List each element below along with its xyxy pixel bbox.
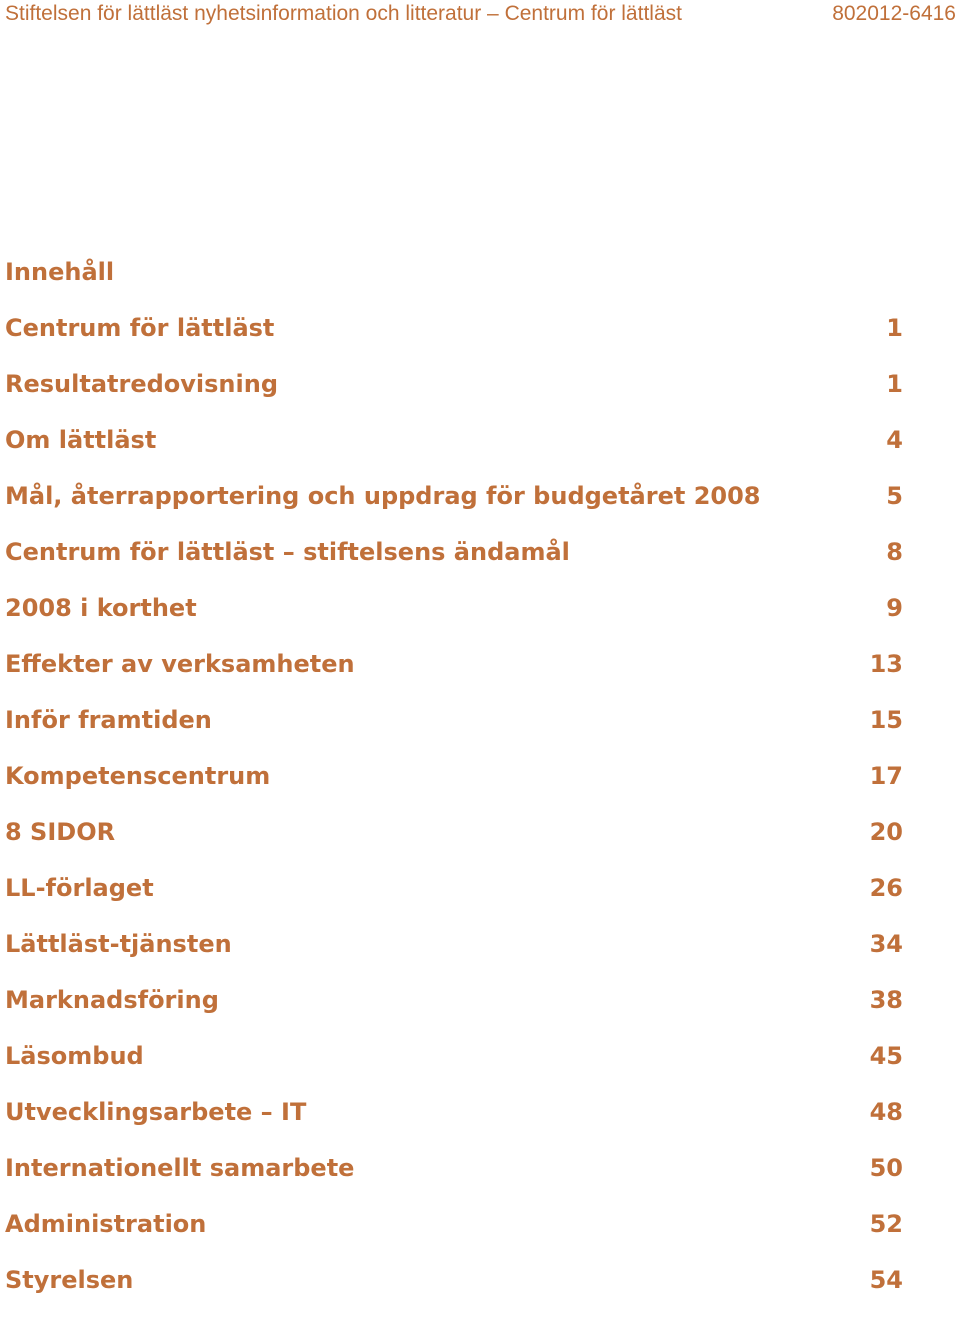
toc-entry-label: 2008 i korthet xyxy=(5,594,197,622)
toc-entry xyxy=(5,537,903,593)
toc-entry xyxy=(5,761,903,817)
toc-entry-page: 15 xyxy=(869,706,903,734)
toc-entry xyxy=(5,425,903,481)
toc-entry-page: 50 xyxy=(869,1154,903,1182)
toc-entry xyxy=(5,1265,903,1321)
toc-entry-page: 20 xyxy=(869,818,903,846)
toc-entry-label: Resultatredovisning xyxy=(5,370,279,398)
toc-entry-page: 38 xyxy=(869,986,903,1014)
toc-entry-page: 1 xyxy=(886,314,903,342)
toc-entry xyxy=(5,481,903,537)
toc-entry-label: Om lättläst xyxy=(5,426,157,454)
toc-entry-label: Centrum för lättläst xyxy=(5,314,275,342)
toc-entry xyxy=(5,705,903,761)
toc-entry xyxy=(5,873,903,929)
toc-entry xyxy=(5,649,903,705)
toc-entry xyxy=(5,1041,903,1097)
toc-entry-label: Utvecklingsarbete – IT xyxy=(5,1098,307,1126)
toc-entry-label: Centrum för lättläst – stiftelsens ändamål xyxy=(5,538,570,566)
toc-entry-label: Administration xyxy=(5,1210,207,1238)
toc-entry-page: 52 xyxy=(869,1210,903,1238)
toc-entry-label: Effekter av verksamheten xyxy=(5,650,355,678)
toc-entry-page: 54 xyxy=(869,1266,903,1294)
toc-entry xyxy=(5,817,903,873)
toc-entry-label: Mål, återrapportering och uppdrag för budgetåret 2008 xyxy=(5,482,761,510)
toc-entry-page: 45 xyxy=(869,1042,903,1070)
toc-entry-page: 1 xyxy=(886,370,903,398)
toc-entry xyxy=(5,1097,903,1153)
toc-entry xyxy=(5,1153,903,1209)
toc-entry-label: Internationellt samarbete xyxy=(5,1154,355,1182)
header-org-number: 802012-6416 xyxy=(832,2,956,25)
toc-entry xyxy=(5,1209,903,1265)
toc-entry-page: 17 xyxy=(869,762,903,790)
toc-entry xyxy=(5,593,903,649)
toc-entry-page: 48 xyxy=(869,1098,903,1126)
toc-entry xyxy=(5,929,903,985)
toc-entry-page: 9 xyxy=(886,594,903,622)
toc-entry-label: Läsombud xyxy=(5,1042,144,1070)
toc-entry-label: Inför framtiden xyxy=(5,706,212,734)
toc-entry-page: 4 xyxy=(886,426,903,454)
toc-entry-label: Marknadsföring xyxy=(5,986,219,1014)
toc-entry xyxy=(5,313,903,369)
toc-entry-page: 13 xyxy=(869,650,903,678)
toc-entry-label: Kompetenscentrum xyxy=(5,762,271,790)
page-header xyxy=(0,0,960,30)
toc-entry-page: 8 xyxy=(886,538,903,566)
toc-entry xyxy=(5,369,903,425)
toc-entry-label: 8 SIDOR xyxy=(5,818,116,846)
toc-title: Innehåll xyxy=(5,258,115,286)
toc-entry-page: 5 xyxy=(886,482,903,510)
toc-entry-label: Lättläst-tjänsten xyxy=(5,930,232,958)
toc-entry-label: Styrelsen xyxy=(5,1266,134,1294)
toc-entry-page: 34 xyxy=(869,930,903,958)
toc-list xyxy=(5,313,903,1321)
toc-entry xyxy=(5,985,903,1041)
header-title: Stiftelsen för lättläst nyhetsinformation och litteratur – Centrum för lättläst xyxy=(5,2,682,25)
toc-entry-label: LL-förlaget xyxy=(5,874,154,902)
toc-entry-page: 26 xyxy=(869,874,903,902)
